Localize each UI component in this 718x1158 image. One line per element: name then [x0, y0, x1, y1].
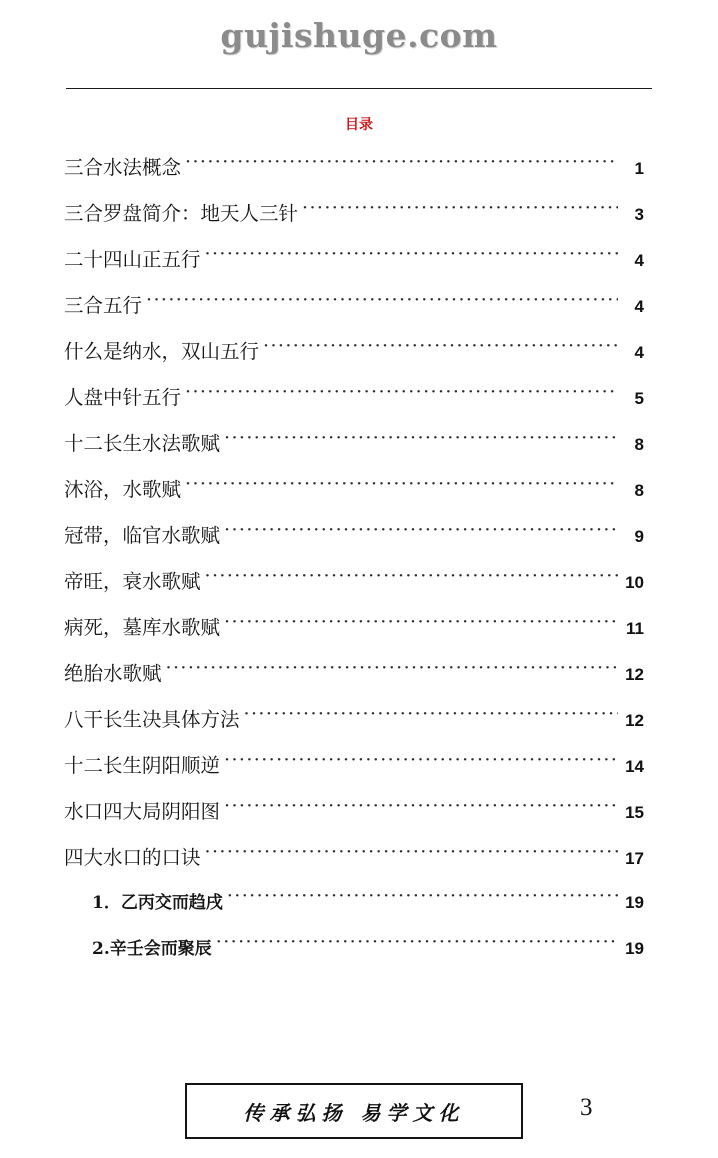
toc-entry-label: 沐浴，水歌赋 [64, 478, 182, 501]
toc-leader-dots [224, 524, 618, 542]
toc-leader-dots [244, 708, 618, 726]
toc-leader-dots [205, 846, 618, 864]
toc-leader-dots [224, 432, 618, 450]
toc-entry-label: 十二长生水法歌赋 [64, 432, 221, 455]
toc-entry-page: 19 [625, 893, 644, 912]
toc-leader-dots [185, 478, 618, 496]
toc-entry[interactable] [64, 290, 644, 336]
toc-entry[interactable] [64, 244, 644, 290]
toc-entry-label: 水口四大局阴阳图 [64, 800, 221, 823]
toc-entry-label: 十二长生阴阳顺逆 [64, 754, 221, 777]
toc-entry-label: 绝胎水歌赋 [64, 662, 162, 685]
toc-entry-page: 4 [634, 251, 644, 270]
toc-entry[interactable] [64, 198, 644, 244]
footer-stamp [185, 1083, 523, 1139]
toc-entry-page: 4 [634, 297, 644, 316]
toc-leader-dots [205, 570, 618, 588]
toc-entry-label: 什么是纳水，双山五行 [64, 340, 260, 363]
toc-entry[interactable] [64, 152, 644, 198]
toc-entry-label: 人盘中针五行 [64, 386, 182, 409]
toc-leader-dots [227, 890, 618, 908]
toc-entry-page: 10 [625, 573, 644, 592]
toc-entry[interactable] [64, 658, 644, 704]
toc-entry-page: 8 [634, 481, 644, 500]
toc-entry-page: 1 [634, 159, 644, 178]
toc-entry[interactable] [64, 382, 644, 428]
toc-entry-label: 冠带，临官水歌赋 [64, 524, 221, 547]
toc-entry-page: 3 [634, 205, 644, 224]
toc-entry-label: 2.辛壬会而聚辰 [92, 939, 212, 959]
toc-entry-page: 4 [634, 343, 644, 362]
toc-entry-page: 5 [634, 389, 644, 408]
toc-entry-page: 15 [625, 803, 644, 822]
toc-entry-page: 14 [625, 757, 644, 776]
header-divider [66, 88, 652, 89]
footer-stamp-text: 传承弘扬 易学文化 [243, 1100, 465, 1125]
toc-leader-dots [224, 800, 618, 818]
toc-entry-label: 病死，墓库水歌赋 [64, 616, 221, 639]
toc-entry-page: 8 [634, 435, 644, 454]
toc-entry-label: 帝旺，衰水歌赋 [64, 570, 201, 593]
toc-entry[interactable] [64, 336, 644, 382]
toc-entry-page: 12 [625, 711, 644, 730]
toc-entry[interactable] [64, 704, 644, 750]
toc-entry[interactable] [64, 566, 644, 612]
toc-leader-dots [302, 202, 618, 220]
toc-leader-dots [224, 616, 618, 634]
toc-entry-label: 八干长生决具体方法 [64, 708, 240, 731]
toc-entry-page: 19 [625, 939, 644, 958]
toc-entry[interactable] [64, 428, 644, 474]
toc-entry[interactable] [64, 888, 644, 934]
toc-leader-dots [146, 294, 618, 312]
toc-entry-label: 三合罗盘简介：地天人三针 [64, 202, 299, 225]
toc-entry-page: 9 [634, 527, 644, 546]
toc-entry-label: 1．乙丙交而趋戌 [92, 893, 223, 913]
toc-leader-dots [185, 386, 618, 404]
site-watermark: gujishuge.com [220, 16, 498, 55]
toc-entry-label: 三合五行 [64, 294, 143, 317]
toc-entry-label: 二十四山正五行 [64, 248, 201, 271]
toc-entry[interactable] [64, 842, 644, 888]
toc-entry[interactable] [64, 934, 644, 980]
toc-entry-label: 四大水口的口诀 [64, 846, 201, 869]
toc-leader-dots [185, 156, 618, 174]
toc-entry-page: 12 [625, 665, 644, 684]
table-of-contents [64, 152, 644, 980]
toc-leader-dots [205, 248, 618, 266]
toc-entry[interactable] [64, 750, 644, 796]
toc-entry-label: 三合水法概念 [64, 156, 182, 179]
toc-entry-page: 17 [625, 849, 644, 868]
page-number: 3 [580, 1094, 593, 1121]
toc-entry[interactable] [64, 612, 644, 658]
toc-entry-page: 11 [626, 619, 644, 638]
toc-entry[interactable] [64, 520, 644, 566]
toc-leader-dots [166, 662, 618, 680]
toc-entry[interactable] [64, 796, 644, 842]
toc-leader-dots [263, 340, 618, 358]
page-title: 目录 [345, 116, 373, 132]
toc-entry[interactable] [64, 474, 644, 520]
toc-leader-dots [216, 936, 618, 954]
toc-leader-dots [224, 754, 618, 772]
